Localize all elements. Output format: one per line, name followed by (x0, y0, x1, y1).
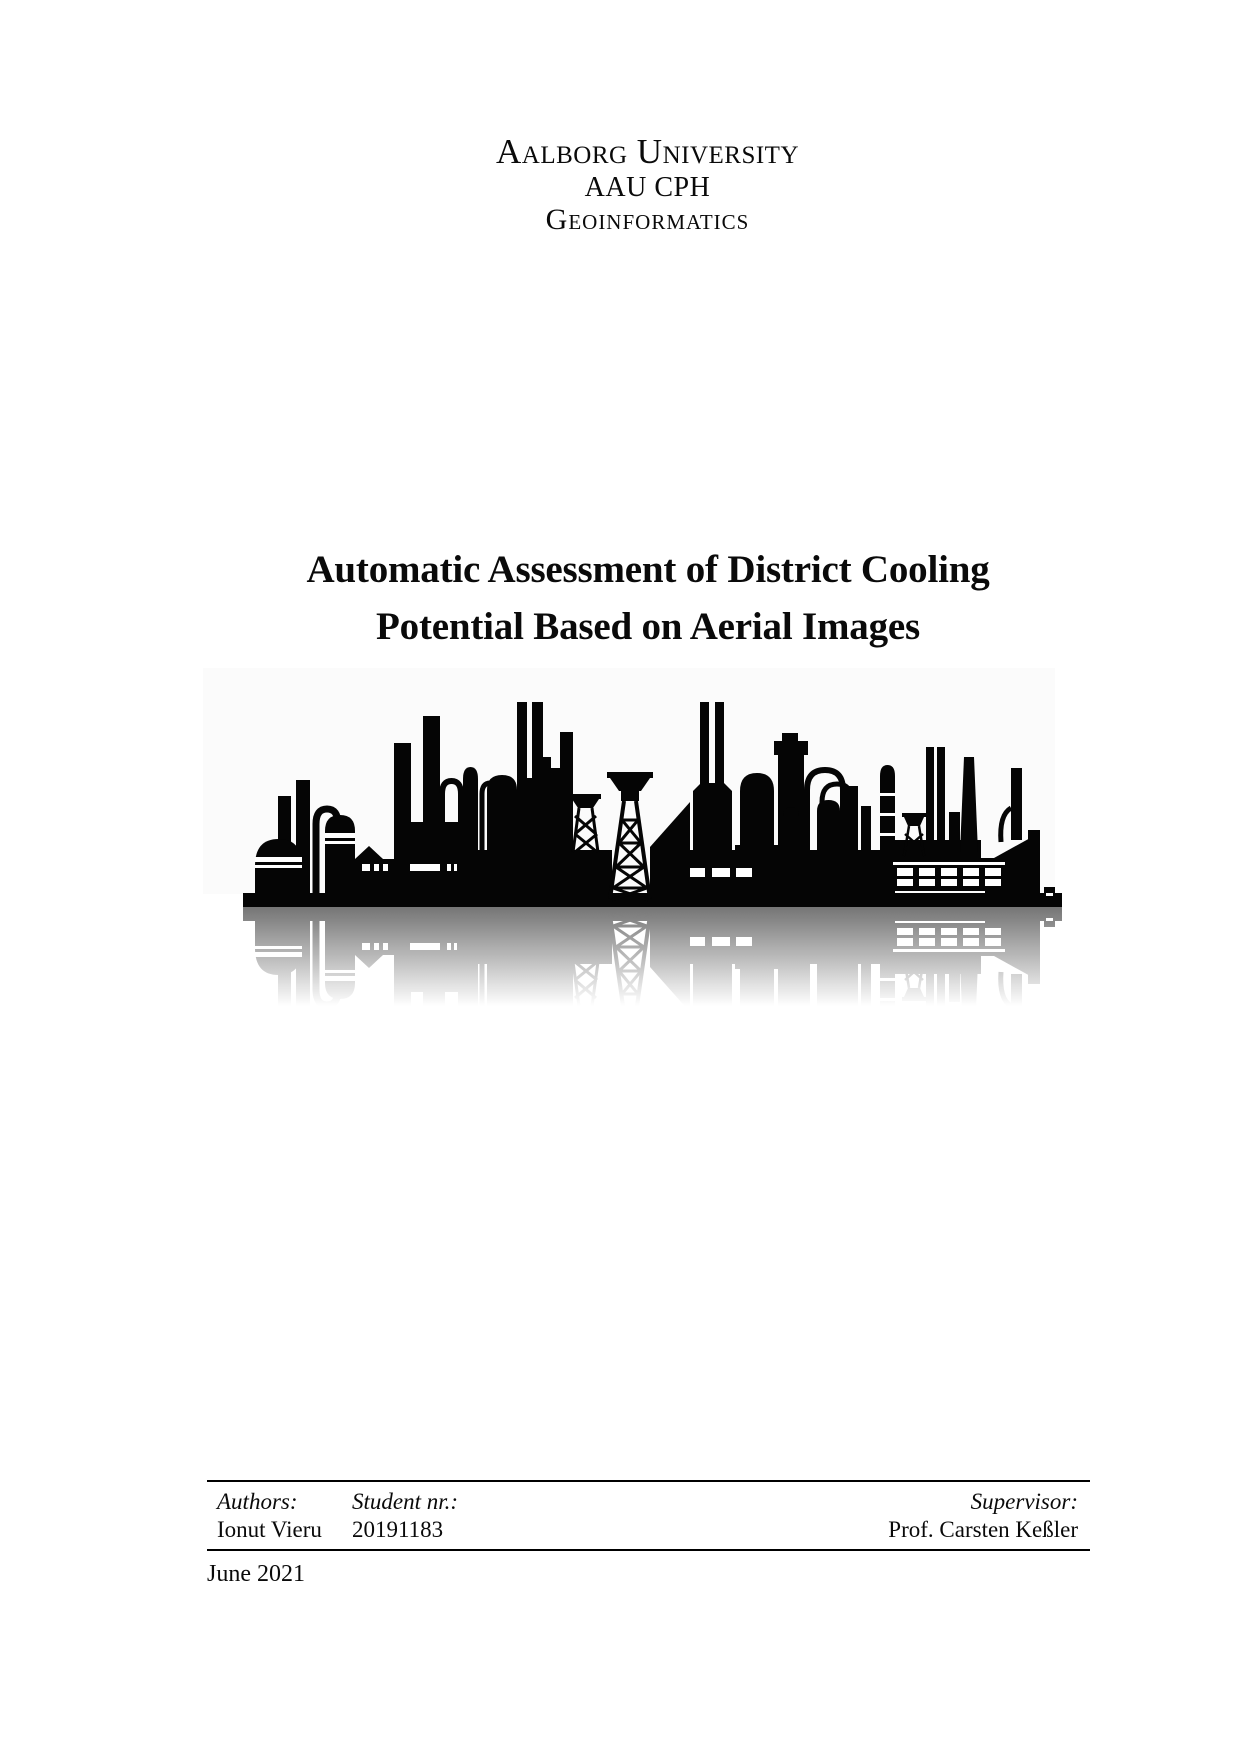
program-name: Geoinformatics (545, 203, 750, 236)
publication-date: June 2021 (207, 1561, 305, 1587)
title-line-1: Automatic Assessment of District Cooling (306, 548, 990, 591)
author-info-table (207, 1480, 1090, 1551)
factory-skyline-illustration (195, 610, 1065, 1010)
supervisor-name: Prof. Carsten Keßler (888, 1517, 1078, 1542)
author-name: Ionut Vieru (217, 1517, 322, 1542)
authors-label: Authors: (217, 1489, 298, 1514)
campus-name: AAU CPH (584, 172, 711, 203)
student-nr-label: Student nr.: (352, 1489, 459, 1514)
university-header (205, 133, 1090, 236)
university-name: Aalborg University (495, 132, 800, 171)
student-number: 20191183 (352, 1517, 444, 1542)
title-line-2: Potential Based on Aerial Images (376, 605, 920, 648)
table-header-row (207, 1488, 1090, 1516)
supervisor-label: Supervisor: (970, 1489, 1078, 1514)
table-value-row (207, 1516, 1090, 1544)
